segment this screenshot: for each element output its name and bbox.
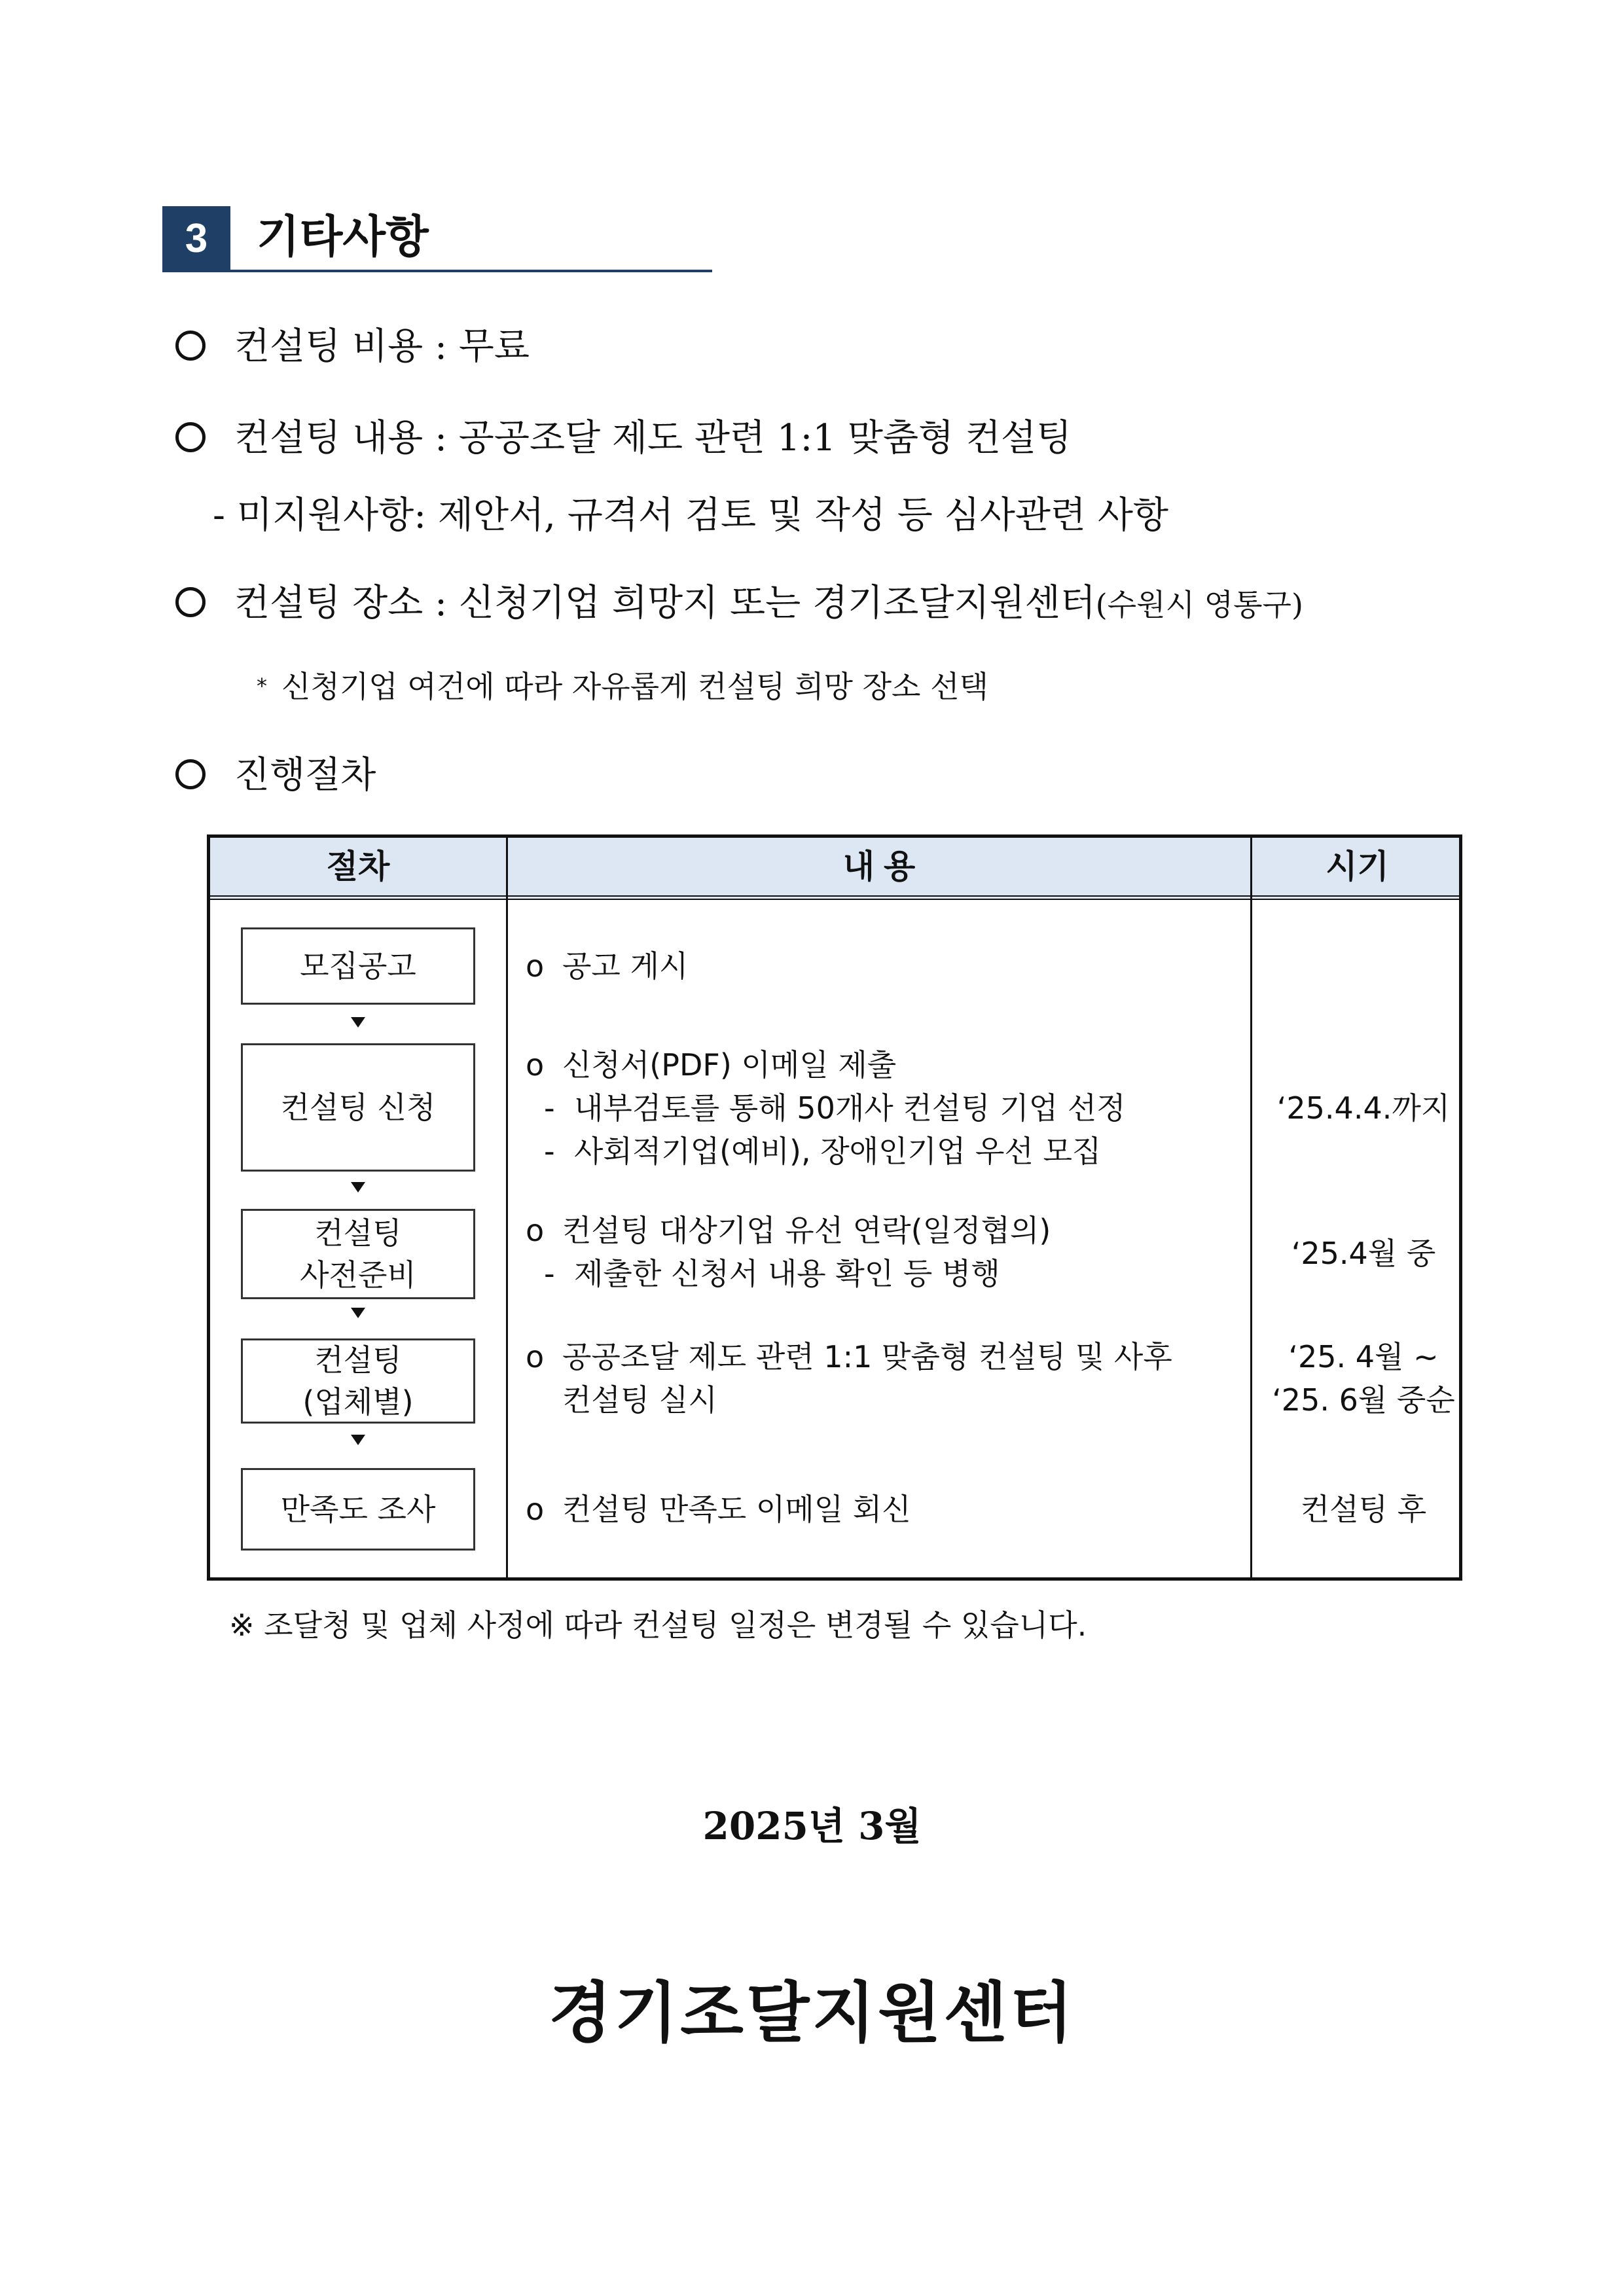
circle-bullet-icon: [175, 331, 206, 361]
bullet-procedure-text: 진행절차: [234, 754, 376, 797]
header-timing: 시기: [1326, 848, 1389, 885]
row-timing-consulting: [1265, 1335, 1462, 1422]
section-title: 기타사항: [257, 212, 429, 262]
content-line: 공공조달 제도 관련 1:1 맞춤형 컨설팅 및 사후: [562, 1339, 1172, 1374]
down-arrow-icon: [351, 1017, 365, 1028]
column-divider: [1250, 838, 1252, 1577]
content-line: 내부검토를 통해 50개사 컨설팅 기업 선정: [574, 1090, 1126, 1126]
content-line: 공고 게시: [562, 948, 689, 984]
step-box-preparation: [241, 1209, 475, 1299]
step-label: 만족도 조사: [280, 1492, 436, 1527]
step-box-survey: [241, 1468, 475, 1551]
bullet-place-paren: (수원시 영통구): [1095, 587, 1303, 622]
step-box-announcement: [241, 927, 475, 1005]
procedure-table: [207, 834, 1462, 1581]
bullet-content-text: 컨설팅 내용 : 공공조달 제도 관련 1:1 맞춤형 컨설팅: [234, 417, 1072, 459]
down-arrow-icon: [351, 1308, 365, 1318]
place-note: [257, 664, 988, 713]
content-line: 컨설팅 대상기업 유선 연락(일정협의): [562, 1213, 1051, 1248]
row-timing-preparation: ‘25.4월 중: [1291, 1236, 1436, 1271]
document-date: 2025년 3월: [702, 1804, 922, 1848]
timing-line: ‘25. 4월 ~: [1288, 1339, 1439, 1374]
row-content-announcement: o 공고 게시: [526, 948, 689, 984]
column-divider: [506, 838, 508, 1577]
content-line: 컨설팅 실시: [562, 1382, 717, 1418]
step-label: (업체별): [302, 1384, 414, 1420]
step-box-application: [241, 1043, 475, 1172]
header-content: 내 용: [842, 848, 916, 885]
step-label: 컨설팅: [314, 1342, 402, 1378]
section-number-badge: 3: [162, 206, 230, 272]
row-content-preparation: o 컨설팅 대상기업 유선 연락(일정협의) - 제출한 신청서 내용 확인 등 병행: [526, 1213, 1051, 1291]
section-underline: [162, 270, 712, 272]
bullet-content: [175, 412, 1072, 465]
circle-bullet-icon: [175, 422, 206, 452]
row-content-consulting: o 공공조달 제도 관련 1:1 맞춤형 컨설팅 및 사후 컨설팅 실시: [526, 1339, 1172, 1418]
row-timing-application: ‘25.4.4.까지: [1276, 1090, 1451, 1126]
step-label: 모집공고: [300, 948, 416, 984]
step-box-consulting: [241, 1338, 475, 1424]
row-timing-survey: 컨설팅 후: [1300, 1492, 1427, 1527]
content-line: 컨설팅 만족도 이메일 회신: [562, 1492, 911, 1527]
header-step: 절차: [326, 848, 390, 885]
content-line: 제출한 신청서 내용 확인 등 병행: [574, 1256, 1000, 1291]
bullet-place-text: 컨설팅 장소 : 신청기업 희망지 또는 경기조달지원센터: [234, 582, 1096, 624]
content-line: 신청서(PDF) 이메일 제출: [562, 1047, 897, 1083]
down-arrow-icon: [351, 1435, 365, 1445]
bullet-place: [175, 577, 1303, 631]
place-note-text: 신청기업 여건에 따라 자유롭게 컨설팅 희망 장소 선택: [281, 669, 988, 704]
circle-bullet-icon: [175, 759, 206, 789]
bullet-cost: [175, 321, 530, 373]
step-label: 사전준비: [300, 1257, 416, 1293]
content-line: 사회적기업(예비), 장애인기업 우선 모집: [574, 1134, 1102, 1169]
asterisk-mark: *: [257, 673, 267, 698]
step-label: 컨설팅 신청: [280, 1090, 436, 1125]
step-label: 컨설팅: [314, 1215, 402, 1251]
bullet-cost-text: 컨설팅 비용 : 무료: [234, 325, 530, 368]
row-content-application: o 신청서(PDF) 이메일 제출 - 내부검토를 통해 50개사 컨설팅 기업 선정 - 사회적기업(예비), 장애인기업 우선 모집: [526, 1047, 1126, 1169]
bullet-procedure: [175, 749, 376, 802]
down-arrow-icon: [351, 1182, 365, 1193]
bullet-content-sub: - 미지원사항: 제안서, 규격서 검토 및 작성 등 심사관련 사항: [213, 494, 1169, 537]
schedule-footnote: ※ 조달청 및 업체 사정에 따라 컨설팅 일정은 변경될 수 있습니다.: [229, 1607, 1087, 1643]
organization-name: 경기조달지원센터: [549, 1974, 1075, 2051]
timing-line: ‘25. 6월 중순: [1272, 1382, 1455, 1418]
row-content-survey: o 컨설팅 만족도 이메일 회신: [526, 1492, 911, 1527]
circle-bullet-icon: [175, 587, 206, 617]
